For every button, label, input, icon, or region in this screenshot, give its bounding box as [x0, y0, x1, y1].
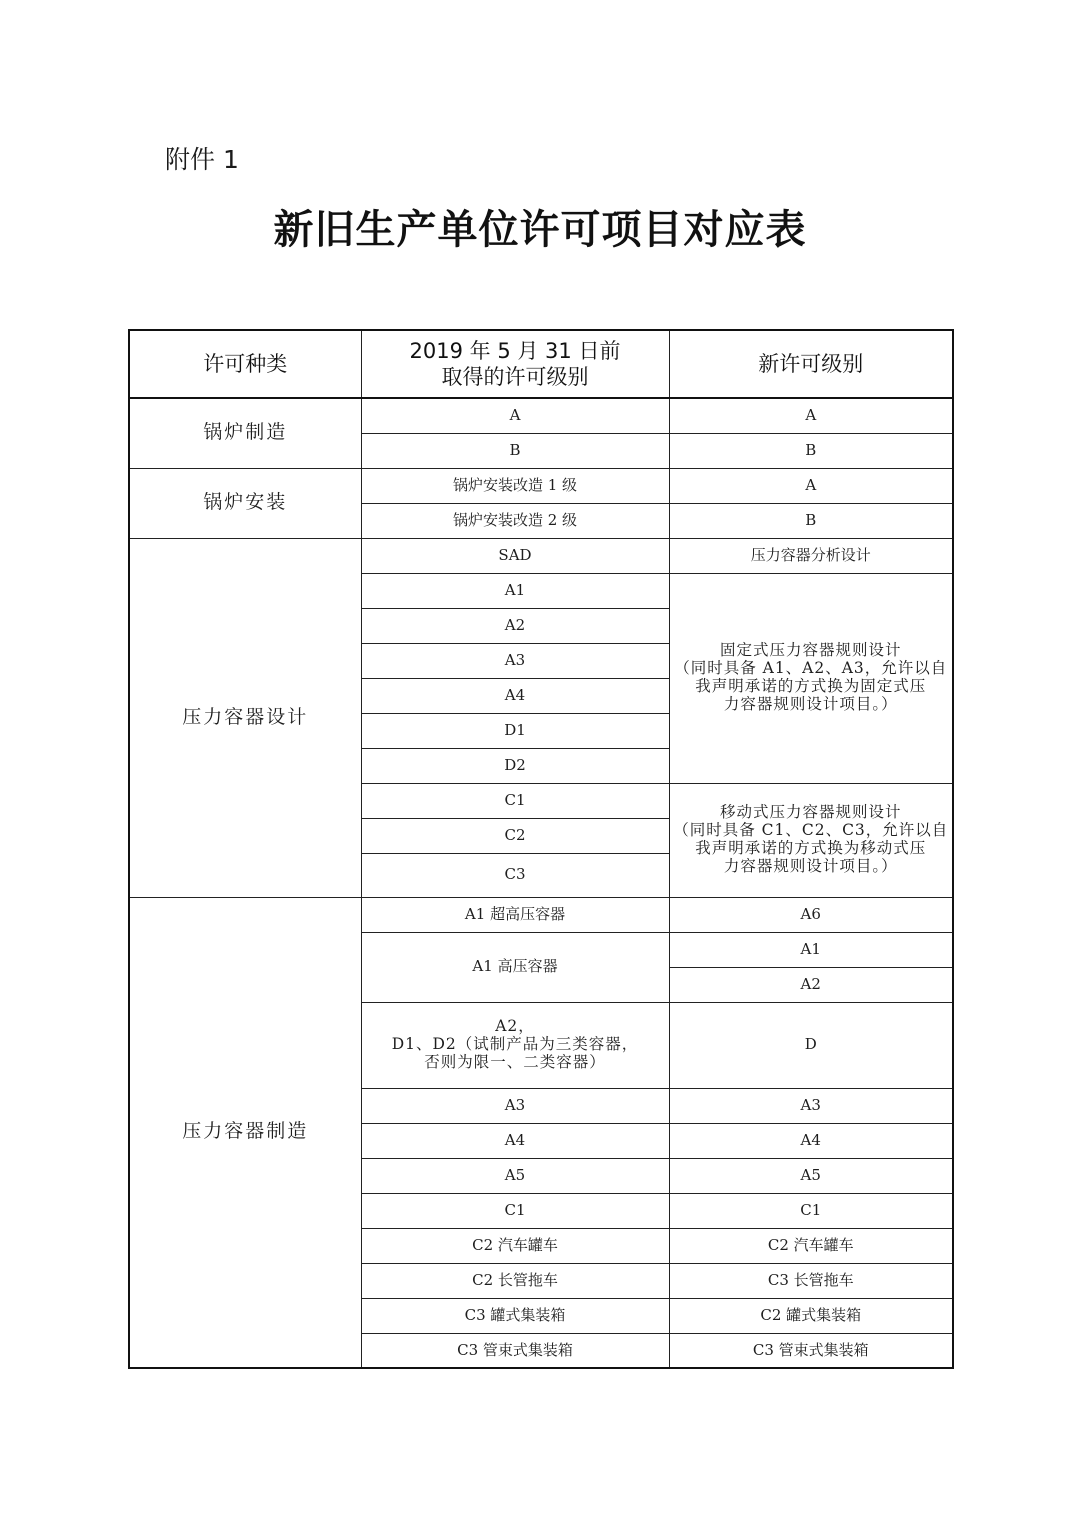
old-level-cell: C1 [361, 1193, 669, 1228]
note-line: A2， [495, 1017, 535, 1036]
old-level-cell: A3 [361, 1088, 669, 1123]
old-level-cell: C2 [361, 818, 669, 853]
new-level-cell: C3 管束式集装箱 [669, 1333, 953, 1368]
new-level-cell: A4 [669, 1123, 953, 1158]
table-header-row [129, 330, 953, 398]
old-level-cell: C2 长管拖车 [361, 1263, 669, 1298]
note-line: 移动式压力容器规则设计 [719, 803, 902, 822]
old-level-cell: A2 [361, 608, 669, 643]
category-boiler-manufacture: 锅炉制造 [129, 398, 361, 468]
old-level-cell: 锅炉安装改造 2 级 [361, 503, 669, 538]
header-license-type: 许可种类 [129, 330, 361, 398]
license-mapping-table [128, 329, 954, 1369]
table-row [129, 897, 953, 932]
old-level-cell [361, 1002, 669, 1088]
header-old-level-line-2: 取得的许可级别 [441, 365, 589, 389]
header-new-level: 新许可级别 [669, 330, 953, 398]
new-level-cell: B [669, 503, 953, 538]
fixed-vessel-design-note [669, 573, 953, 783]
old-level-cell: A [361, 398, 669, 433]
old-level-cell: A1 高压容器 [361, 932, 669, 1002]
old-level-cell: A4 [361, 678, 669, 713]
new-level-cell: A6 [669, 897, 953, 932]
old-level-cell: D1 [361, 713, 669, 748]
old-level-cell: C3 管束式集装箱 [361, 1333, 669, 1368]
new-level-cell: A [669, 468, 953, 503]
new-level-cell: C2 汽车罐车 [669, 1228, 953, 1263]
table-row [129, 398, 953, 433]
old-level-cell: A5 [361, 1158, 669, 1193]
note-line: （同时具备 C1、C2、C3，允许以自 [673, 821, 949, 840]
header-old-level-line-1: 2019 年 5 月 31 日前 [409, 338, 621, 363]
new-level-cell: A3 [669, 1088, 953, 1123]
new-level-cell: A [669, 398, 953, 433]
old-level-cell: A1 [361, 573, 669, 608]
mobile-vessel-design-note [669, 783, 953, 897]
old-level-cell: A3 [361, 643, 669, 678]
new-level-cell: A1 [669, 932, 953, 967]
table-row [129, 538, 953, 573]
new-level-cell: C2 罐式集装箱 [669, 1298, 953, 1333]
note-line: 我声明承诺的方式换为移动式压 [695, 839, 927, 857]
old-level-cell: 锅炉安装改造 1 级 [361, 468, 669, 503]
old-level-cell: C3 罐式集装箱 [361, 1298, 669, 1333]
old-level-cell: D2 [361, 748, 669, 783]
category-vessel-manufacture: 压力容器制造 [129, 897, 361, 1368]
old-level-cell: A1 超高压容器 [361, 897, 669, 932]
note-line: 否则为限一、二类容器） [424, 1052, 606, 1071]
note-line: D1、D2（试制产品为三类容器， [391, 1035, 639, 1054]
category-vessel-design: 压力容器设计 [129, 538, 361, 897]
new-level-cell: A5 [669, 1158, 953, 1193]
new-level-cell: D [669, 1002, 953, 1088]
category-boiler-install: 锅炉安装 [129, 468, 361, 538]
new-level-cell: C1 [669, 1193, 953, 1228]
note-line: 固定式压力容器规则设计 [719, 641, 902, 660]
old-level-cell: A4 [361, 1123, 669, 1158]
note-line: 我声明承诺的方式换为固定式压 [695, 677, 927, 695]
old-level-cell: B [361, 433, 669, 468]
table-row [129, 468, 953, 503]
old-level-cell: C2 汽车罐车 [361, 1228, 669, 1263]
note-line: 力容器规则设计项目。） [723, 856, 898, 875]
new-level-cell: B [669, 433, 953, 468]
new-level-cell: C3 长管拖车 [669, 1263, 953, 1298]
document-title: 新旧生产单位许可项目对应表 [273, 207, 807, 253]
note-line: 力容器规则设计项目。） [723, 694, 898, 713]
attachment-label: 附件 1 [165, 145, 239, 174]
header-old-level [361, 330, 669, 398]
old-level-cell: C3 [361, 853, 669, 897]
old-level-cell: C1 [361, 783, 669, 818]
new-level-cell: A2 [669, 967, 953, 1002]
old-level-cell: SAD [361, 538, 669, 573]
note-line: （同时具备 A1、A2、A3，允许以自 [674, 659, 948, 678]
new-level-cell: 压力容器分析设计 [669, 538, 953, 573]
